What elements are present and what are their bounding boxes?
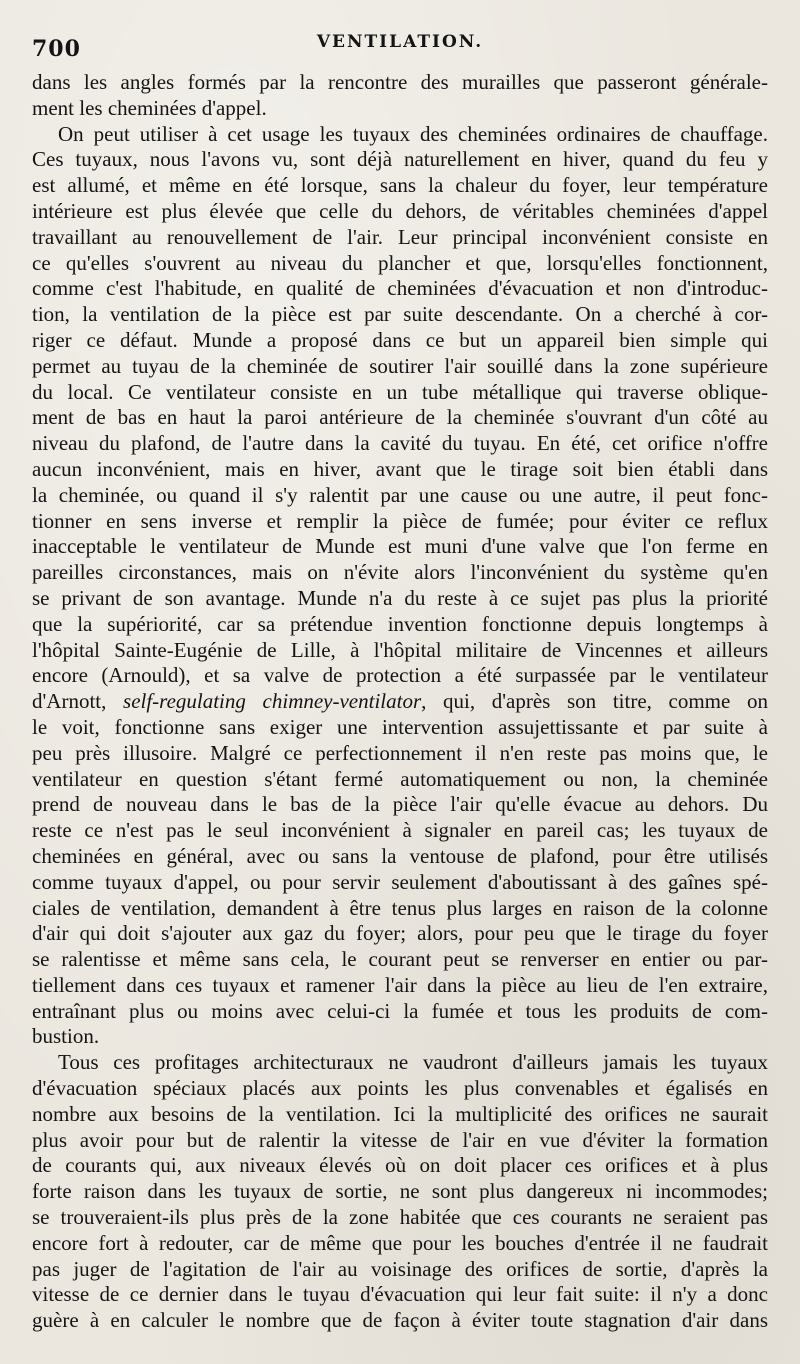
text-line: se privant de son avantage. Munde n'a du reste à ce sujet pas plus la priorité <box>32 585 768 610</box>
text-line: reste ce n'est pas le seul inconvénient à signaler en pareil cas; les tuyaux de <box>32 818 768 843</box>
paragraph-first-line: Tous ces profitages architecturaux ne vaudront d'ailleurs jamais les tuyaux <box>58 1050 768 1075</box>
text-line: la cheminée, ou quand il s'y ralentit par une cause ou une autre, il peut fonc- <box>32 482 768 507</box>
text-line: tion, la ventilation de la pièce est par suite descendante. On a cherché à cor- <box>32 302 768 327</box>
text-line: peu près illusoire. Malgré ce perfectionnement il n'en reste pas moins que, le <box>32 740 768 765</box>
text-line: permet au tuyau de la cheminée de soutirer l'air souillé dans la zone supérieure <box>32 353 768 378</box>
text-line: de courants qui, aux niveaux élevés où on doit placer ces orifices et à plus <box>32 1153 768 1178</box>
text-line: encore (Arnould), et sa valve de protection a été surpassée par le ventilateur <box>32 663 768 688</box>
body-text <box>32 70 768 1334</box>
text-line: ciales de ventilation, demandent à être tenus plus larges en raison de la colonne <box>32 895 768 920</box>
text-line: travaillant au renouvellement de l'air. Leur principal inconvénient consiste en <box>32 224 768 249</box>
text-line: l'hôpital Sainte-Eugénie de Lille, à l'hôpital militaire de Vincennes et ailleurs <box>32 637 768 662</box>
text-line: entraînant plus ou moins avec celui-ci la fumée et tous les produits de com- <box>32 998 768 1023</box>
text-line: tionner en sens inverse et remplir la pièce de fumée; pour éviter ce reflux <box>32 508 768 533</box>
text-line: plus avoir pour but de ralentir la vitesse de l'air en vue d'éviter la formation <box>32 1127 768 1152</box>
text-line: cheminées en général, avec ou sans la ventouse de plafond, pour être utilisés <box>32 843 768 868</box>
paragraph-first-line: On peut utiliser à cet usage les tuyaux des cheminées ordinaires de chauffage. <box>58 121 768 146</box>
text-line: que la supériorité, car sa prétendue invention fonctionne depuis longtemps à <box>32 611 768 636</box>
text-line: se ralentisse et même sans cela, le courant peut se renverser en entier ou par- <box>32 947 768 972</box>
text-line: niveau du plafond, de l'autre dans la cavité du tuyau. En été, cet orifice n'offre <box>32 431 768 456</box>
text-line: encore fort à redouter, car de même que pour les bouches d'entrée il ne faudrait <box>32 1230 768 1255</box>
text-line: du local. Ce ventilateur consiste en un tube métallique qui traverse oblique- <box>32 379 768 404</box>
page-header <box>32 28 768 60</box>
running-title: VENTILATION. <box>316 32 484 52</box>
text-line: Ces tuyaux, nous l'avons vu, sont déjà naturellement en hiver, quand du feu y <box>32 147 768 172</box>
text-line: intérieure est plus élevée que celle du dehors, de véritables cheminées d'appel <box>32 198 768 223</box>
text-line: se trouveraient-ils plus près de la zone habitée que ces courants ne seraient pas <box>32 1205 768 1230</box>
text-line: prend de nouveau dans le bas de la pièce l'air qu'elle évacue au dehors. Du <box>32 792 768 817</box>
text-line: forte raison dans les tuyaux de sortie, ne sont plus dangereux ni incommodes; <box>32 1179 768 1204</box>
text-line: inacceptable le ventilateur de Munde est muni d'une valve que l'on ferme en <box>32 534 768 559</box>
text-line: ment de bas en haut la paroi antérieure de la cheminée s'ouvrant d'un côté au <box>32 405 768 430</box>
text-line: le voit, fonctionne sans exiger une intervention assujettissante et par suite à <box>32 714 768 739</box>
text-line: guère à en calculer le nombre que de façon à éviter toute stagnation d'air dans <box>32 1308 768 1333</box>
text-line: tiellement dans ces tuyaux et ramener l'air dans la pièce au lieu de l'en extraire, <box>32 972 768 997</box>
text-line: comme tuyaux d'appel, ou pour servir seulement d'aboutissant à des gaînes spé- <box>32 869 768 894</box>
line-segment: d'Arnott, <box>32 689 124 714</box>
text-line: nombre aux besoins de la ventilation. Ici la multiplicité des orifices ne saurait <box>32 1101 768 1126</box>
text-line: pas juger de l'agitation de l'air au voisinage des orifices de sortie, d'après la <box>32 1256 768 1281</box>
text-line: riger ce défaut. Munde a proposé dans ce but un appareil bien simple qui <box>32 327 768 352</box>
text-line: ce qu'elles s'ouvrent au niveau du plancher et que, lorsqu'elles fonctionnent, <box>32 250 768 275</box>
text-line: bustion. <box>32 1024 100 1049</box>
text-line: d'évacuation spéciaux placés aux points les plus convenables et égalisés en <box>32 1076 768 1101</box>
italic-term: self-regulating chimney-ventilator <box>123 689 422 714</box>
text-line: dans les angles formés par la rencontre des murailles que passeront générale- <box>32 70 768 94</box>
text-line: vitesse de ce dernier dans le tuyau d'évacuation qui leur fait suite: il n'y a donc <box>32 1282 768 1307</box>
line-segment: , qui, d'après son titre, comme on <box>421 689 768 714</box>
text-line: d'air qui doit s'ajouter aux gaz du foyer; alors, pour peu que le tirage du foyer <box>32 921 768 946</box>
text-line: pareilles circonstances, mais on n'évite alors l'inconvénient du système qu'en <box>32 560 768 585</box>
text-line-with-italic <box>32 689 768 715</box>
text-line: ventilateur en question s'étant fermé automatiquement ou non, la cheminée <box>32 766 768 791</box>
page-number: 700 <box>32 36 81 62</box>
text-line: comme c'est l'habitude, en qualité de cheminées d'évacuation et non d'introduc- <box>32 276 768 301</box>
text-line: ment les cheminées d'appel. <box>32 95 267 120</box>
text-line: est allumé, et même en été lorsque, sans la chaleur du foyer, leur température <box>32 173 768 198</box>
text-line: aucun inconvénient, mais en hiver, avant que le tirage soit bien établi dans <box>32 456 768 481</box>
